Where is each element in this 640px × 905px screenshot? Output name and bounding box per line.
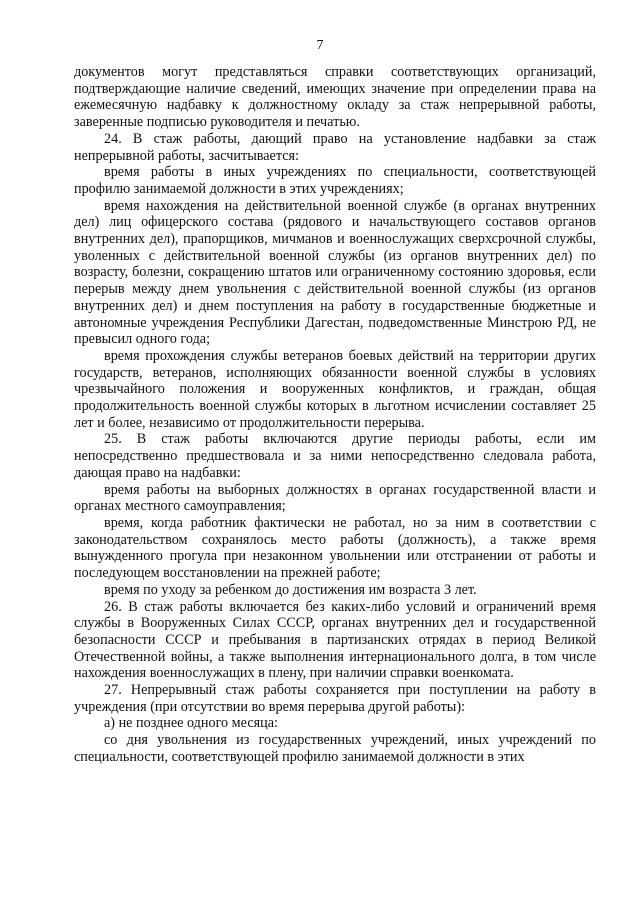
paragraph-subitem: время прохождения службы ветеранов боевых действий на территории других государств, ветеранов, исполняющих обязанности военной службы в условиях чрезвычайного положения и вооруженных конфликтов, и граждан, общая продолжительность военной службы которых в льготном исчислении составляет 25 лет и более, независимо от продолжительности перерыва. [74, 347, 596, 431]
paragraph-subitem: время работы на выборных должностях в органах государственной власти и органах местного самоуправления; [74, 481, 596, 515]
paragraph-subitem: время по уходу за ребенком до достижения им возраста 3 лет. [104, 581, 477, 598]
paragraph-item-27: 27. Непрерывный стаж работы сохраняется при поступлении на работу в учреждения (при отсутствии во время перерыва другой работы): [74, 682, 596, 715]
paragraph-item-25: 25. В стаж работы включаются другие периоды работы, если им непосредственно предшествовала и за ними непосредственно следовала работа, дающая право на надбавки: [74, 431, 596, 481]
paragraph-continuation: документов могут представляться справки соответствующих организаций, подтверждающие наличие сведений, имеющих значение при определении права на ежемесячную надбавку к должностному окладу за стаж непрерывной работы, заверенные подписью руководителя и печатью. [74, 64, 596, 131]
page-number: 7 [316, 38, 324, 53]
paragraph-item-24: 24. В стаж работы, дающий право на установление надбавки за стаж непрерывной работы, засчитывается: [74, 130, 596, 164]
body-text [74, 64, 596, 766]
paragraph-subitem: со дня увольнения из государственных учреждений, иных учреждений по специальности, соответствующей профилю занимаемой должности в этих [74, 732, 596, 765]
paragraph-subitem: время нахождения на действительной военной службе (в органах внутренних дел) лиц офицерского состава (рядового и начальствующего составов органов внутренних дел), прапорщиков, мичманов и военнослужащих сверхсрочной службы, уволенных с действительной военной службы (из органов внутренних дел) по возрасту, болезни, сокращению штатов или ограниченному состоянию здоровья, если перерыв между днем увольнения с действительной военной службы (из органов внутренних дел) и днем поступления на работу в государственные бюджетные и автономные учреждения Республики Дагестан, подведомственные Минстрою РД, не превысил одного года; [74, 197, 596, 348]
paragraph-subitem: время, когда работник фактически не работал, но за ним в соответствии с законодательством сохранялось место работы (должность), а также время вынужденного прогула при незаконном увольнении или отстранении от работы и последующем восстановлении на прежней работе; [74, 514, 596, 582]
paragraph-item-26: 26. В стаж работы включается без каких-либо условий и ограничений время службы в Вооруженных Силах СССР, органах внутренних дел и государственной безопасности СССР и пребывания в партизанских отрядах в период Великой Отечественной войны, а также выполнения интернационального долга, в том числе нахождения военнослужащих в плену, при наличии справки военкомата. [74, 598, 596, 682]
paragraph-subitem: время работы в иных учреждениях по специальности, соответствующей профилю занимаемой должности в этих учреждениях; [74, 164, 596, 197]
paragraph-subitem-a: а) не позднее одного месяца: [104, 715, 278, 732]
